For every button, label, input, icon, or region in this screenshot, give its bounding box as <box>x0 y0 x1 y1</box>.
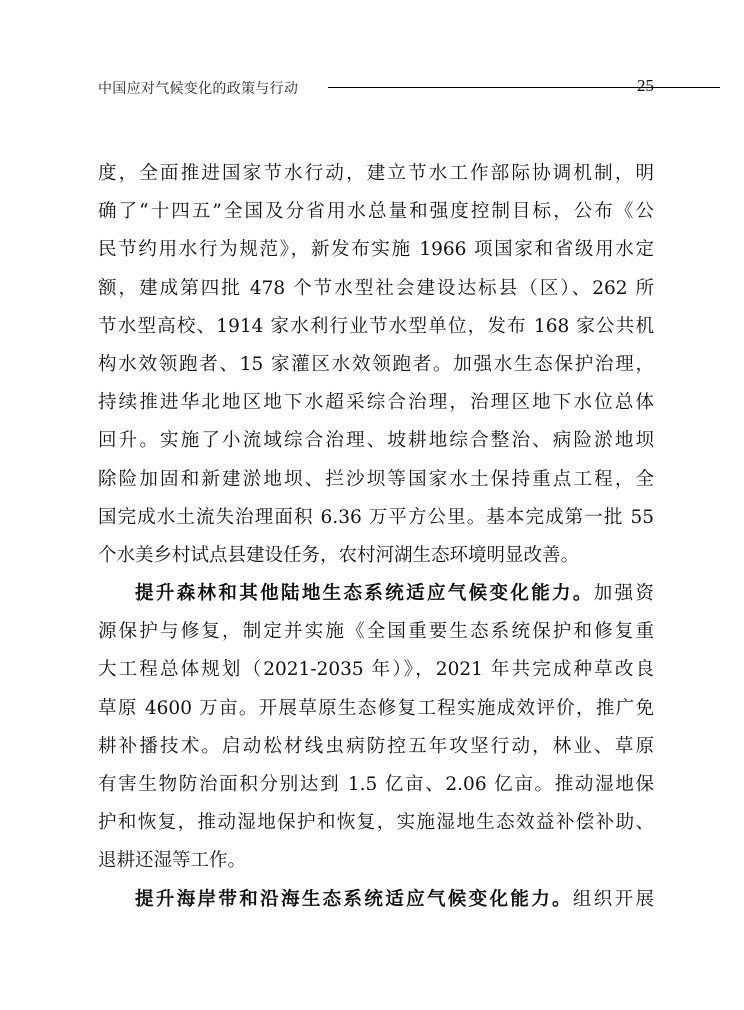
header-rule <box>328 87 720 88</box>
page-number: 25 <box>637 76 654 95</box>
text-line: 节水型高校、1914 家水利行业节水型单位，发布 168 家公共机 <box>98 315 654 337</box>
text-line: 持续推进华北地区地下水超采综合治理，治理区地下水位总体 <box>98 392 654 414</box>
paragraph-heading: 提升海岸带和沿海生态系统适应气候变化能力。 <box>135 888 573 910</box>
text-line: 退耕还湿等工作。 <box>98 850 247 872</box>
text-line: 回升。实施了小流域综合治理、坡耕地综合整治、病险淤地坝 <box>98 430 654 452</box>
text-line: 民节约用水行为规范》，新发布实施 1966 项国家和省级用水定 <box>98 239 654 261</box>
text-line: 大工程总体规划（2021-2035 年）》，2021 年共完成种草改良 <box>98 659 654 681</box>
header-title: 中国应对气候变化的政策与行动 <box>98 81 299 97</box>
text-line: 国完成水土流失治理面积 6.36 万平方公里。基本完成第一批 55 <box>98 506 654 528</box>
paragraph-text: 组织开展 <box>572 888 654 910</box>
paragraph-text: 加强资 <box>593 583 654 605</box>
text-line: 有害生物防治面积分别达到 1.5 亿亩、2.06 亿亩。推动湿地保 <box>98 774 654 795</box>
paragraph-heading: 提升森林和其他陆地生态系统适应气候变化能力。 <box>135 583 594 605</box>
text-line: 除险加固和新建淤地坝、拦沙坝等国家水土保持重点工程，全 <box>98 468 654 490</box>
text-line: 耕补播技术。启动松材线虫病防控五年攻坚行动，林业、草原 <box>98 735 654 757</box>
text-line: 护和恢复，推动湿地保护和恢复，实施湿地生态效益补偿补助、 <box>98 812 654 834</box>
text-line: 草原 4600 万亩。开展草原生态修复工程实施成效评价，推广免 <box>98 697 654 719</box>
body-text <box>98 155 654 919</box>
text-line: 源保护与修复，制定并实施《全国重要生态系统保护和修复重 <box>98 621 654 643</box>
paragraph-first-line <box>98 881 654 919</box>
text-line: 额，建成第四批 478 个节水型社会建设达标县（区）、262 所 <box>98 277 654 299</box>
running-header <box>98 75 658 101</box>
text-line: 度，全面推进国家节水行动，建立节水工作部际协调机制，明 <box>98 163 654 184</box>
text-line: 构水效领跑者、15 家灌区水效领跑者。加强水生态保护治理， <box>98 353 654 375</box>
text-line: 确了“十四五”全国及分省用水总量和强度控制目标，公布《公 <box>98 201 654 223</box>
text-line: 个水美乡村试点县建设任务，农村河湖生态环境明显改善。 <box>98 544 580 566</box>
paragraph-first-line <box>98 575 654 613</box>
